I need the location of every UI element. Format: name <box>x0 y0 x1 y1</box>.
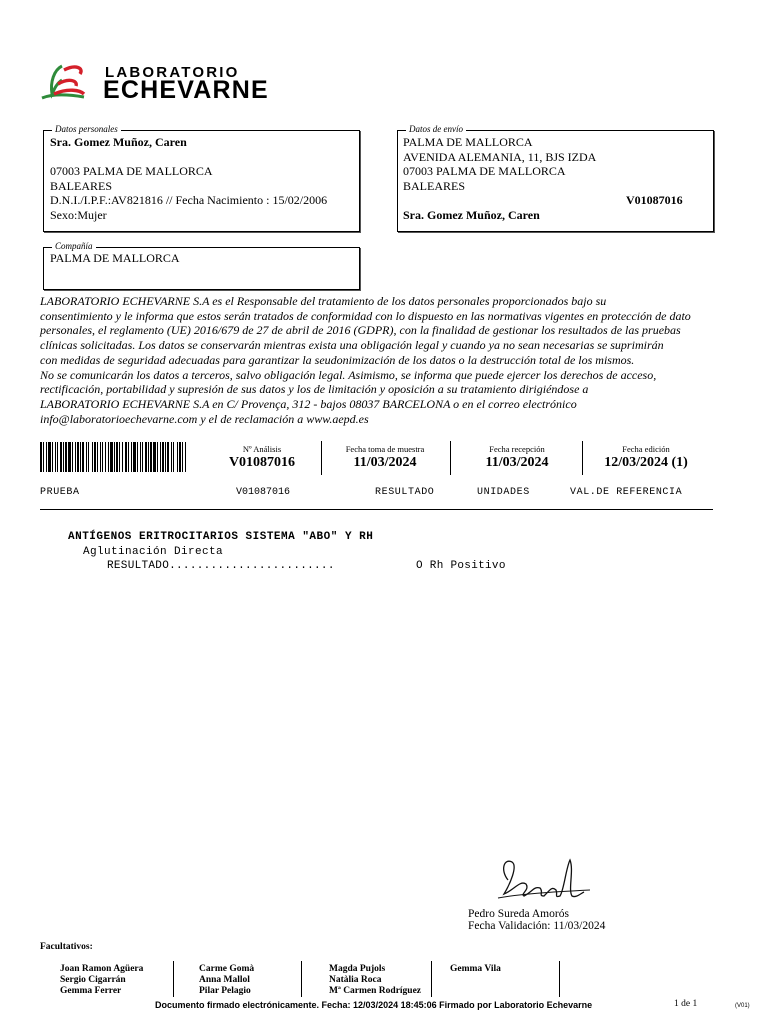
sample-date-label: Fecha toma de muestra <box>345 444 425 454</box>
barcode-bar <box>52 442 53 472</box>
barcode-bar <box>179 442 181 472</box>
test-result-label: RESULTADO........................ <box>107 560 335 572</box>
edition-date-cell <box>588 444 704 471</box>
shipping-code: V01087016 <box>626 193 683 207</box>
barcode-bar <box>177 442 178 472</box>
barcode-bar <box>72 442 73 472</box>
barcode-bar <box>57 442 58 472</box>
privacy-notice <box>40 294 750 426</box>
facultativo-name: Magda Pujols <box>329 964 386 974</box>
patient-city: 07003 PALMA DE MALLORCA <box>50 164 213 178</box>
col-code: V01087016 <box>236 487 291 498</box>
lab-logo <box>40 60 370 104</box>
patient-region: BALEARES <box>50 179 113 193</box>
page-number: 1 de 1 <box>674 999 698 1009</box>
barcode-bar <box>167 442 169 472</box>
privacy-line: personales, el reglamento (UE) 2016/679 de 27 de abril de 2016 (GDPR), con la finalidad de gestionar los resultados de las pruebas <box>40 323 681 338</box>
barcode-bar <box>148 442 149 472</box>
lab-name-main: ECHEVARNE <box>103 76 269 104</box>
barcode-bar <box>108 442 109 472</box>
col-unidades: UNIDADES <box>477 487 530 498</box>
barcode-bar <box>110 442 113 472</box>
privacy-line: consentimiento y le informa que estos serán tratados de conformidad con lo dispuesto en las normativas vigentes en protección de dato <box>40 308 691 323</box>
privacy-line: info@laboratorioechevarne.com y el de reclamación a www.aepd.es <box>40 411 369 426</box>
edition-date-label: Fecha edición <box>622 444 670 454</box>
barcode-bar <box>116 442 118 472</box>
barcode-bar <box>82 442 84 472</box>
analysis-number-value: V01087016 <box>228 455 296 470</box>
barcode-bar <box>142 442 143 472</box>
barcode-bar <box>145 442 147 472</box>
personal-data-legend: Datos personales <box>52 123 121 135</box>
edition-date-value: 12/03/2024 (1) <box>604 455 688 470</box>
validation-date: Fecha Validación: 11/03/2024 <box>468 920 606 932</box>
facultativo-name: Anna Mallol <box>199 975 250 985</box>
test-title: ANTÍGENOS ERITROCITARIOS SISTEMA "ABO" Y RH <box>68 531 374 543</box>
barcode-bar <box>77 442 79 472</box>
barcode-bar <box>94 442 96 472</box>
barcode-bar <box>102 442 103 472</box>
barcode-bar <box>40 442 42 472</box>
facultativos-divider <box>173 961 174 997</box>
lab-name-top: LABORATORIO <box>105 64 240 81</box>
barcode-bar <box>48 442 51 472</box>
document-version: (V01) <box>735 1003 750 1009</box>
barcode-bar <box>171 442 172 472</box>
facultativo-name: Carme Gomà <box>199 964 255 974</box>
barcode-bar <box>88 442 89 472</box>
barcode-bar <box>43 442 44 472</box>
shipping-name: Sra. Gomez Muñoz, Caren <box>403 208 540 222</box>
facultativos-divider <box>559 961 560 997</box>
barcode-bar <box>150 442 152 472</box>
barcode-bar <box>97 442 98 472</box>
barcode <box>40 442 188 472</box>
electronic-signature-note: Documento firmado electrónicamente. Fecha: 12/03/2024 18:45:06 Firmado por Laboratorio Echevarne <box>155 1000 593 1010</box>
validator-name: Pedro Sureda Amorós <box>468 908 569 920</box>
patient-name: Sra. Gomez Muñoz, Caren <box>50 135 187 149</box>
header-divider <box>450 441 451 475</box>
shipping-line-2: AVENIDA ALEMANIA, 11, BJS IZDA <box>403 150 597 164</box>
facultativo-name: Pilar Pelagio <box>199 986 251 996</box>
barcode-bar <box>46 442 47 472</box>
company-value: PALMA DE MALLORCA <box>50 251 180 265</box>
barcode-bar <box>122 442 123 472</box>
barcode-bar <box>60 442 62 472</box>
privacy-line: No se comunicarán los datos a terceros, salvo obligación legal. Asimismo, se informa que puede ejercer los derechos de acceso, <box>40 367 657 382</box>
privacy-line: clínicas solicitadas. Los datos se conservarán mientras exista una obligación legal y cuando ya no sean necesarias se suprimirán <box>40 338 664 353</box>
facultativo-name: Gemma Vila <box>450 964 501 974</box>
barcode-bar <box>86 442 87 472</box>
facultativos-title: Facultativos: <box>40 942 93 952</box>
facultativo-name: Natàlia Roca <box>329 975 382 985</box>
barcode-bar <box>68 442 71 472</box>
privacy-line: con medidas de seguridad adecuadas para garantizar la seudonimización de los datos o la destrucción total de los mismos. <box>40 352 635 367</box>
barcode-bar <box>55 442 56 472</box>
barcode-bar <box>65 442 67 472</box>
privacy-line: rectificación, portabilidad y supresión de sus datos y los de limitación y oposición a su tratamiento dirigiéndose a <box>40 382 589 397</box>
test-method: Aglutinación Directa <box>83 546 224 558</box>
barcode-bar <box>133 442 136 472</box>
col-prueba: PRUEBA <box>40 487 80 498</box>
privacy-line: LABORATORIO ECHEVARNE S.A es el Responsable del tratamiento de los datos personales proporcionados bajo su <box>40 294 607 308</box>
header-divider <box>582 441 583 475</box>
shipping-line-1: PALMA DE MALLORCA <box>403 135 533 149</box>
patient-sex: Sexo:Mujer <box>50 208 107 222</box>
facultativo-name: Mª Carmen Rodríguez <box>329 986 422 996</box>
facultativos-divider <box>431 961 432 997</box>
barcode-bar <box>140 442 141 472</box>
header-divider <box>321 441 322 475</box>
barcode-bar <box>162 442 164 472</box>
reception-date-value: 11/03/2024 <box>485 455 549 470</box>
shipping-line-3: 07003 PALMA DE MALLORCA <box>403 164 566 178</box>
reception-date-cell <box>458 444 576 471</box>
barcode-bar <box>63 442 64 472</box>
barcode-bar <box>92 442 93 472</box>
company-legend: Compañía <box>52 240 96 252</box>
barcode-bar <box>80 442 81 472</box>
shipping-data-legend: Datos de envío <box>406 123 466 135</box>
barcode-bar <box>100 442 101 472</box>
facultativo-name: Gemma Ferrer <box>60 986 122 996</box>
barcode-bar <box>182 442 183 472</box>
patient-id-birth: D.N.I./I.P.F.:AV821816 // Fecha Nacimiento : 15/02/2006 <box>50 193 328 207</box>
col-referencia: VAL.DE REFERENCIA <box>570 487 683 498</box>
barcode-bar <box>157 442 158 472</box>
barcode-bar <box>153 442 156 472</box>
barcode-bar <box>131 442 132 472</box>
barcode-bar <box>125 442 127 472</box>
facultativo-name: Sergio Cigarrán <box>60 975 126 985</box>
barcode-bar <box>128 442 129 472</box>
barcode-bar <box>114 442 115 472</box>
facultativo-name: Joan Ramon Agüera <box>60 964 144 974</box>
barcode-bar <box>137 442 138 472</box>
shipping-line-4: BALEARES <box>403 179 466 193</box>
echevarne-logo-icon <box>40 60 100 104</box>
columns-divider <box>40 509 713 510</box>
reception-date-label: Fecha recepción <box>489 444 545 454</box>
validator-signature <box>490 850 600 910</box>
analysis-number-label: Nº Análisis <box>242 444 282 454</box>
barcode-bar <box>185 442 186 472</box>
barcode-bar <box>165 442 166 472</box>
facultativos-divider <box>301 961 302 997</box>
barcode-bar <box>105 442 106 472</box>
barcode-bar <box>75 442 76 472</box>
col-resultado: RESULTADO <box>375 487 435 498</box>
barcode-bar <box>119 442 120 472</box>
barcode-bar <box>173 442 174 472</box>
sample-date-cell <box>326 444 444 471</box>
analysis-number-cell <box>212 444 312 471</box>
test-result-value: O Rh Positivo <box>416 560 506 572</box>
sample-date-value: 11/03/2024 <box>353 455 417 470</box>
privacy-line: LABORATORIO ECHEVARNE S.A en C/ Provença, 312 - bajos 08037 BARCELONA o en el correo electrónico <box>40 396 577 411</box>
barcode-bar <box>160 442 161 472</box>
